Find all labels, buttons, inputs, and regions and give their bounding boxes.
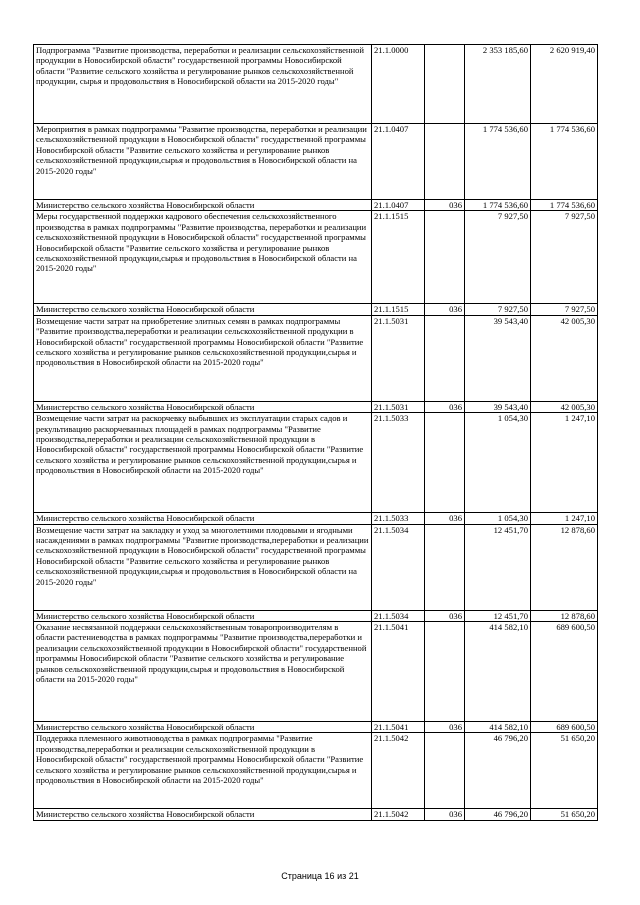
row-sum-2016-cell: 7 927,50 <box>531 211 598 304</box>
row-name-cell: Министерство сельского хозяйства Новосибирской области <box>34 513 372 524</box>
row-sum-2016-cell: 12 878,60 <box>531 610 598 621</box>
row-code-cell: 21.1.5042 <box>372 733 425 809</box>
row-name-cell: Министерство сельского хозяйства Новосибирской области <box>34 809 372 820</box>
row-code-cell: 21.1.5033 <box>372 413 425 513</box>
row-code-cell: 21.1.0407 <box>372 124 425 200</box>
row-sum-2015-cell: 1 054,30 <box>465 513 531 524</box>
row-name-cell: Министерство сельского хозяйства Новосибирской области <box>34 722 372 733</box>
table-row-ministry <box>34 513 598 524</box>
row-name-cell: Министерство сельского хозяйства Новосибирской области <box>34 610 372 621</box>
page-footer <box>0 871 640 881</box>
row-code-cell: 21.1.1515 <box>372 304 425 315</box>
table-row-program <box>34 211 598 304</box>
row-code-cell: 21.1.0407 <box>372 200 425 211</box>
row-name-cell: Возмещение части затрат на закладку и уход за многолетними плодовыми и ягодными насаждениями в рамках подпрограммы "Развитие производства,переработки и реализации сельскохозяйственной продукции в Новосибирской области" государственной программы Новосибирской области "Развитие сельского хозяйства и регулирование рынков сельскохозяйственной продукции,сырья и продовольствия в Новосибирской области на 2015-2020 годы" <box>34 524 372 610</box>
row-vr-cell <box>425 413 465 513</box>
row-sum-2016-cell: 689 600,50 <box>531 722 598 733</box>
row-vr-cell: 036 <box>425 722 465 733</box>
table-row-program <box>34 524 598 610</box>
row-name-cell: Министерство сельского хозяйства Новосибирской области <box>34 401 372 412</box>
table-row-ministry <box>34 401 598 412</box>
row-vr-cell <box>425 124 465 200</box>
row-name-cell: Поддержка племенного животноводства в рамках подпрограммы "Развитие производства,переработки и реализации сельскохозяйственной продукции в Новосибирской области" государственной программы Новосибирской области "Развитие сельского хозяйства и регулирование рынков сельскохозяйственной продукции,сырья и продовольствия в Новосибирской области на 2015-2020 годы" <box>34 733 372 809</box>
row-vr-cell <box>425 733 465 809</box>
row-name-cell: Мероприятия в рамках подпрограммы "Развитие производства, переработки и реализации сельскохозяйственной продукции в Новосибирской области" государственной программы Новосибирской области "Развитие сельского хозяйства и регулирование рынков сельскохозяйственной продукции,сырья и продовольствия в Новосибирской области на 2015-2020 годы" <box>34 124 372 200</box>
row-sum-2016-cell: 1 774 536,60 <box>531 124 598 200</box>
row-name-cell: Оказание несвязанной поддержки сельскохозяйственным товаропроизводителям в области растениеводства в рамках подпрограммы "Развитие производства,переработки и реализации сельскохозяйственной продукции в Новосибирской области" государственной программы Новосибирской области "Развитие сельского хозяйства и регулирование рынков сельскохозяйственной продукции,сырья и продовольствия в Новосибирской области на 2015-2020 годы" <box>34 622 372 722</box>
table-row-ministry <box>34 304 598 315</box>
row-vr-cell <box>425 315 465 401</box>
row-name-cell: Возмещение части затрат на раскорчевку выбывших из эксплуатации старых садов и рекультивацию раскорчеванных площадей в рамках подпрограммы "Развитие производства,переработки и реализации сельскохозяйственной продукции в Новосибирской области" государственной программы Новосибирской области "Развитие сельского хозяйства и регулирование рынков сельскохозяйственной продукции,сырья и продовольствия в Новосибирской области на 2015-2020 годы" <box>34 413 372 513</box>
row-vr-cell: 036 <box>425 809 465 820</box>
row-vr-cell: 036 <box>425 513 465 524</box>
row-sum-2015-cell: 7 927,50 <box>465 211 531 304</box>
row-sum-2015-cell: 414 582,10 <box>465 622 531 722</box>
row-sum-2015-cell: 39 543,40 <box>465 315 531 401</box>
table-row-program <box>34 124 598 200</box>
row-sum-2015-cell: 2 353 185,60 <box>465 45 531 124</box>
page-number: Страница 16 из 21 <box>281 871 359 881</box>
table-row-ministry <box>34 722 598 733</box>
row-code-cell: 21.1.5042 <box>372 809 425 820</box>
table-row-program <box>34 733 598 809</box>
row-sum-2016-cell: 51 650,20 <box>531 809 598 820</box>
row-vr-cell <box>425 211 465 304</box>
table-row-ministry <box>34 200 598 211</box>
table-row-program <box>34 622 598 722</box>
row-vr-cell <box>425 524 465 610</box>
row-sum-2016-cell: 689 600,50 <box>531 622 598 722</box>
row-sum-2015-cell: 1 774 536,60 <box>465 124 531 200</box>
row-sum-2016-cell: 1 247,10 <box>531 413 598 513</box>
row-name-cell: Министерство сельского хозяйства Новосибирской области <box>34 200 372 211</box>
row-vr-cell: 036 <box>425 401 465 412</box>
row-sum-2015-cell: 1 054,30 <box>465 413 531 513</box>
row-sum-2015-cell: 46 796,20 <box>465 733 531 809</box>
row-vr-cell: 036 <box>425 304 465 315</box>
row-sum-2016-cell: 51 650,20 <box>531 733 598 809</box>
row-sum-2015-cell: 414 582,10 <box>465 722 531 733</box>
row-vr-cell <box>425 45 465 124</box>
table-row-ministry <box>34 610 598 621</box>
row-sum-2016-cell: 7 927,50 <box>531 304 598 315</box>
row-vr-cell <box>425 622 465 722</box>
row-code-cell: 21.1.5041 <box>372 622 425 722</box>
row-code-cell: 21.1.5031 <box>372 401 425 412</box>
row-name-cell: Возмещение части затрат на приобретение элитных семян в рамках подпрограммы "Развитие производства,переработки и реализации сельскохозяйственной продукции в Новосибирской области" государственной программы Новосибирской области "Развитие сельского хозяйства и регулирование рынков сельскохозяйственной продукции,сырья и продовольствия в Новосибирской области на 2015-2020 годы" <box>34 315 372 401</box>
budget-table <box>33 44 598 821</box>
row-sum-2015-cell: 12 451,70 <box>465 524 531 610</box>
row-sum-2016-cell: 42 005,30 <box>531 315 598 401</box>
table-row-program <box>34 315 598 401</box>
row-sum-2016-cell: 42 005,30 <box>531 401 598 412</box>
row-sum-2015-cell: 39 543,40 <box>465 401 531 412</box>
row-code-cell: 21.1.1515 <box>372 211 425 304</box>
row-code-cell: 21.1.0000 <box>372 45 425 124</box>
row-code-cell: 21.1.5031 <box>372 315 425 401</box>
row-sum-2016-cell: 1 247,10 <box>531 513 598 524</box>
row-sum-2016-cell: 2 620 919,40 <box>531 45 598 124</box>
row-code-cell: 21.1.5033 <box>372 513 425 524</box>
row-code-cell: 21.1.5041 <box>372 722 425 733</box>
row-sum-2015-cell: 7 927,50 <box>465 304 531 315</box>
row-name-cell: Меры государственной поддержки кадрового обеспечения сельскохозяйственного производства в рамках подпрограммы "Развитие производства, переработки и реализации сельскохозяйственной продукции в Новосибирской области" государственной программы Новосибирской области "Развитие сельского хозяйства и регулирование рынков сельскохозяйственной продукции,сырья и продовольствия в Новосибирской области на 2015-2020 годы" <box>34 211 372 304</box>
row-code-cell: 21.1.5034 <box>372 610 425 621</box>
row-sum-2015-cell: 46 796,20 <box>465 809 531 820</box>
row-sum-2015-cell: 12 451,70 <box>465 610 531 621</box>
row-sum-2016-cell: 12 878,60 <box>531 524 598 610</box>
row-code-cell: 21.1.5034 <box>372 524 425 610</box>
table-row-ministry <box>34 809 598 820</box>
row-name-cell: Министерство сельского хозяйства Новосибирской области <box>34 304 372 315</box>
row-name-cell: Подпрограмма "Развитие производства, переработки и реализации сельскохозяйственной продукции в Новосибирской области" государственной программы Новосибирской области "Развитие сельского хозяйства и регулирование рынков сельскохозяйственной продукции, сырья и продовольствия в Новосибирской области на 2015-2020 годы" <box>34 45 372 124</box>
row-sum-2015-cell: 1 774 536,60 <box>465 200 531 211</box>
row-vr-cell: 036 <box>425 610 465 621</box>
table-row-program <box>34 45 598 124</box>
row-sum-2016-cell: 1 774 536,60 <box>531 200 598 211</box>
row-vr-cell: 036 <box>425 200 465 211</box>
table-row-program <box>34 413 598 513</box>
